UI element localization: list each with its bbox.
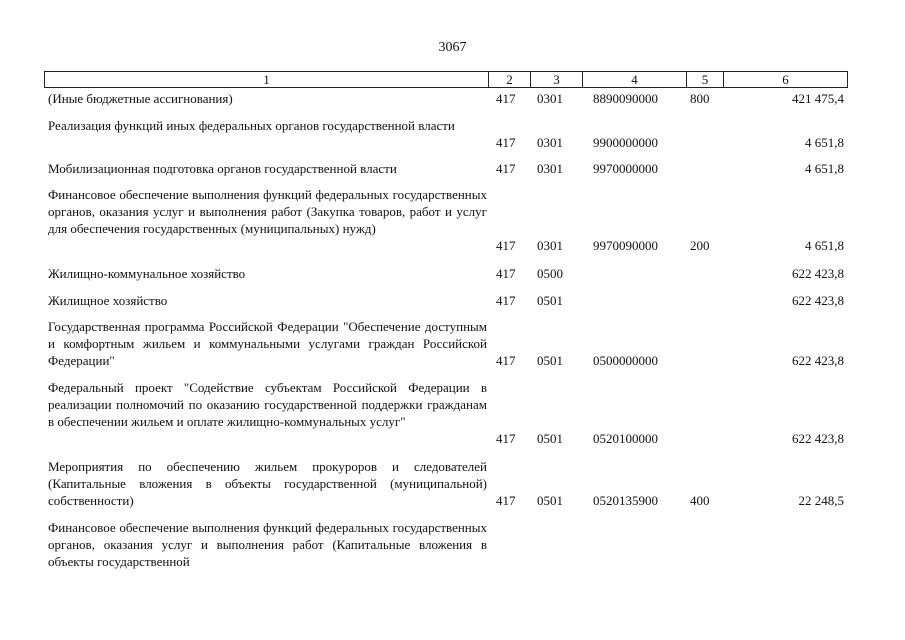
header-col-2: 2 bbox=[488, 72, 530, 87]
row-col-2: 417 bbox=[496, 293, 516, 308]
header-col-5: 5 bbox=[686, 72, 723, 87]
row-col-3: 0301 bbox=[537, 135, 563, 150]
header-col-3: 3 bbox=[530, 72, 582, 87]
row-col-4: 9970000000 bbox=[593, 161, 658, 176]
row-col-2: 417 bbox=[496, 493, 516, 508]
row-col-3: 0501 bbox=[537, 293, 563, 308]
row-col-6: 622 423,8 bbox=[792, 353, 844, 368]
row-col-2: 417 bbox=[496, 161, 516, 176]
row-col-6: 622 423,8 bbox=[792, 266, 844, 281]
header-col-1: 1 bbox=[263, 72, 270, 87]
row-col-3: 0501 bbox=[537, 493, 563, 508]
row-col-5: 200 bbox=[690, 238, 710, 253]
row-col-6: 622 423,8 bbox=[792, 293, 844, 308]
row-col-6: 622 423,8 bbox=[792, 431, 844, 446]
row-col-6: 421 475,4 bbox=[792, 91, 844, 106]
row-col-2: 417 bbox=[496, 431, 516, 446]
row-col-3: 0500 bbox=[537, 266, 563, 281]
row-col-6: 4 651,8 bbox=[805, 238, 844, 253]
row-col-6: 22 248,5 bbox=[798, 493, 844, 508]
row-col-4: 9970090000 bbox=[593, 238, 658, 253]
row-col-3: 0301 bbox=[537, 91, 563, 106]
row-col-4: 0520100000 bbox=[593, 431, 658, 446]
row-col-4: 9900000000 bbox=[593, 135, 658, 150]
row-col-3: 0501 bbox=[537, 431, 563, 446]
row-col-2: 417 bbox=[496, 91, 516, 106]
row-name: Финансовое обеспечение выполнения функций федеральных государственных органов, оказания услуг и выполнения работ (Закупка товаров, работ и услуг для обеспечения государственных (муниципальных) нужд) bbox=[48, 187, 487, 236]
row-name: Государственная программа Российской Федерации "Обеспечение доступным и комфортным жильем и коммунальными услугами граждан Российской Федерации" bbox=[48, 319, 487, 368]
row-col-3: 0301 bbox=[537, 238, 563, 253]
row-col-3: 0301 bbox=[537, 161, 563, 176]
row-col-3: 0501 bbox=[537, 353, 563, 368]
row-col-2: 417 bbox=[496, 238, 516, 253]
row-col-6: 4 651,8 bbox=[805, 135, 844, 150]
row-name: (Иные бюджетные ассигнования) bbox=[48, 91, 233, 106]
row-col-2: 417 bbox=[496, 353, 516, 368]
row-col-2: 417 bbox=[496, 135, 516, 150]
row-col-4: 0520135900 bbox=[593, 493, 658, 508]
row-col-5: 400 bbox=[690, 493, 710, 508]
table-header bbox=[44, 71, 848, 88]
row-col-6: 4 651,8 bbox=[805, 161, 844, 176]
row-name: Жилищно-коммунальное хозяйство bbox=[48, 266, 246, 281]
page-number: 3067 bbox=[438, 40, 467, 55]
header-col-4: 4 bbox=[582, 72, 686, 87]
header-col-6: 6 bbox=[723, 72, 847, 87]
row-col-5: 800 bbox=[690, 91, 710, 106]
row-name: Реализация функций иных федеральных органов государственной власти bbox=[48, 118, 455, 133]
row-col-4: 8890090000 bbox=[593, 91, 658, 106]
row-col-2: 417 bbox=[496, 266, 516, 281]
row-name: Финансовое обеспечение выполнения функций федеральных государственных органов, оказания услуг и выполнения работ (Капитальные вложения в объекты государственной bbox=[48, 520, 487, 569]
row-name: Мероприятия по обеспечению жильем прокуроров и следователей (Капитальные вложения в объекты государственной (муниципальной) собственности) bbox=[48, 459, 487, 508]
row-name: Федеральный проект "Содействие субъектам Российской Федерации в реализации полномочий по оказанию государственной поддержки гражданам в обеспечении жильем и оплате жилищно-коммунальных услуг" bbox=[48, 380, 487, 429]
row-col-4: 0500000000 bbox=[593, 353, 658, 368]
row-name: Мобилизационная подготовка органов государственной власти bbox=[48, 161, 397, 176]
row-name: Жилищное хозяйство bbox=[48, 293, 168, 308]
